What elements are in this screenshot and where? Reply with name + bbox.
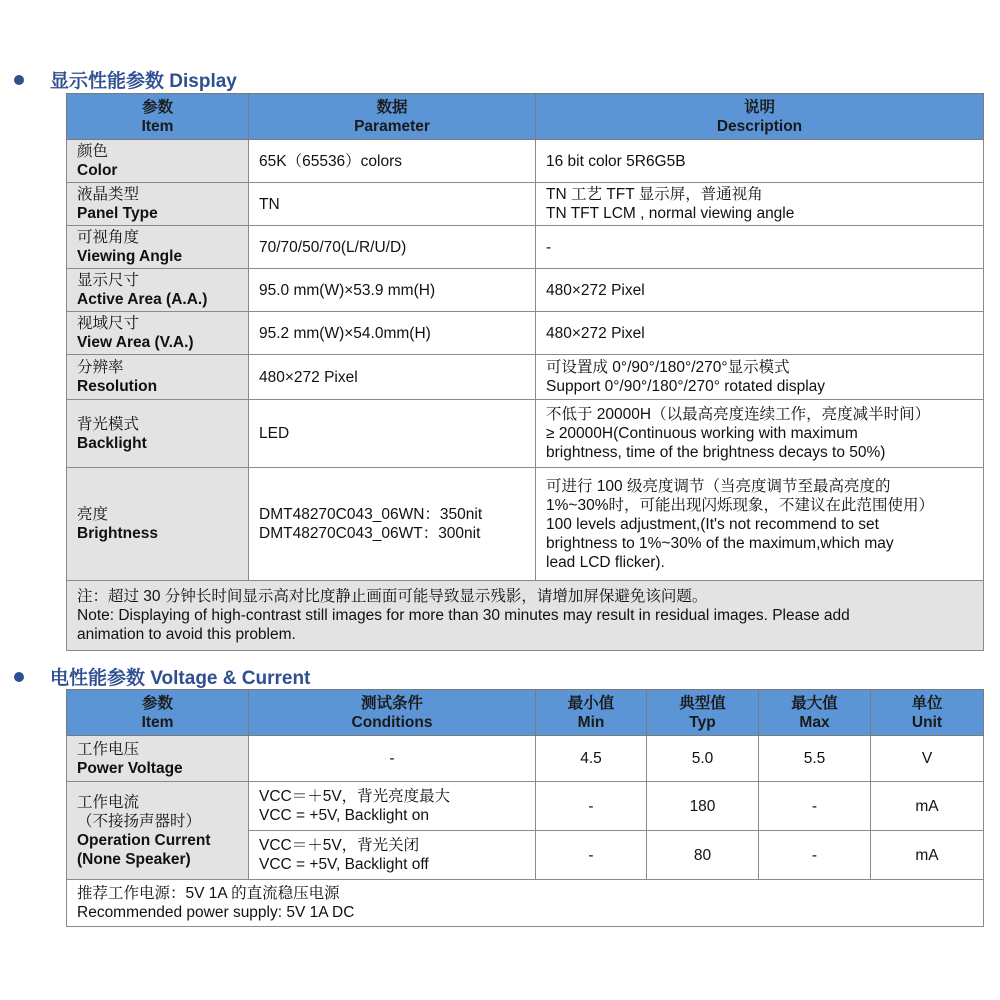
display-title-text: 显示性能参数 Display [50,71,237,92]
desc-backlight: 不低于 20000H（以最高亮度连续工作，亮度减半时间） ≥ 20000H(Continuous working with maximum brightness, time of the brightness decays to 50%) [536,400,984,468]
cond-power-voltage: - [249,736,536,782]
header-unit: 单位 Unit [871,690,984,736]
desc-panel-type: TN 工艺 TFT 显示屏，普通视角 TN TFT LCM , normal viewing angle [536,183,984,226]
row-resolution [67,355,984,400]
desc-resolution: 可设置成 0°/90°/180°/270°显示模式 Support 0°/90°/180°/270° rotated display [536,355,984,400]
desc-view-area: 480×272 Pixel [536,312,984,355]
label-panel-type: 液晶类型 Panel Type [67,183,249,226]
voltage-section-title [14,663,310,690]
row-backlight [67,400,984,468]
desc-brightness: 可进行 100 级亮度调节（当亮度调节至最高亮度的 1%~30%时，可能出现闪烁现象，不建议在此范围使用） 100 levels adjustment,(It's not recommend to set brightness to 1%~30% of the maximum,which may lead LCD flicker). [536,468,984,581]
label-active-area: 显示尺寸 Active Area (A.A.) [67,269,249,312]
cond-backlight-off: VCC＝＋5V，背光关闭 VCC = +5V, Backlight off [249,831,536,880]
min-power-voltage: 4.5 [536,736,647,782]
desc-color: 16 bit color 5R6G5B [536,140,984,183]
row-current-backlight-on [67,782,984,831]
header-conditions: 测试条件 Conditions [249,690,536,736]
bullet-icon [14,672,24,682]
display-note-row [67,581,984,651]
param-panel-type: TN [249,183,536,226]
display-note: 注：超过 30 分钟长时间显示高对比度静止画面可能导致显示残影，请增加屏保避免该问题。 Note: Displaying of high-contrast still images for more than 30 minutes may result in residual images. Please add animation to avoid this problem. [67,581,984,651]
label-view-area: 视域尺寸 View Area (V.A.) [67,312,249,355]
max-backlight-on: - [759,782,871,831]
desc-viewing-angle: - [536,226,984,269]
row-view-area [67,312,984,355]
label-viewing-angle: 可视角度 Viewing Angle [67,226,249,269]
header-max: 最大值 Max [759,690,871,736]
min-backlight-off: - [536,831,647,880]
label-power-voltage: 工作电压 Power Voltage [67,736,249,782]
row-power-voltage [67,736,984,782]
unit-power-voltage: V [871,736,984,782]
param-brightness: DMT48270C043_06WN：350nit DMT48270C043_06WT：300nit [249,468,536,581]
header-typ: 典型值 Typ [647,690,759,736]
param-color: 65K（65536）colors [249,140,536,183]
voltage-note: 推荐工作电源：5V 1A 的直流稳压电源 Recommended power supply: 5V 1A DC [67,880,984,927]
cond-backlight-on: VCC＝＋5V，背光亮度最大 VCC = +5V, Backlight on [249,782,536,831]
display-header-row [67,94,984,140]
display-section-title [14,66,237,93]
unit-backlight-off: mA [871,831,984,880]
max-power-voltage: 5.5 [759,736,871,782]
row-active-area [67,269,984,312]
row-viewing-angle [67,226,984,269]
header-item: 参数 Item [67,94,249,140]
param-backlight: LED [249,400,536,468]
header-description: 说明 Description [536,94,984,140]
label-brightness: 亮度 Brightness [67,468,249,581]
unit-backlight-on: mA [871,782,984,831]
bullet-icon [14,75,24,85]
voltage-note-row [67,880,984,927]
param-resolution: 480×272 Pixel [249,355,536,400]
param-view-area: 95.2 mm(W)×54.0mm(H) [249,312,536,355]
min-backlight-on: - [536,782,647,831]
param-active-area: 95.0 mm(W)×53.9 mm(H) [249,269,536,312]
header-item: 参数 Item [67,690,249,736]
max-backlight-off: - [759,831,871,880]
voltage-table [66,689,984,927]
row-panel-type [67,183,984,226]
typ-backlight-off: 80 [647,831,759,880]
label-operation-current: 工作电流 （不接扬声器时） Operation Current (None Speaker) [67,782,249,880]
typ-backlight-on: 180 [647,782,759,831]
voltage-title-text: 电性能参数 Voltage & Current [50,668,311,689]
typ-power-voltage: 5.0 [647,736,759,782]
label-resolution: 分辨率 Resolution [67,355,249,400]
label-color: 颜色 Color [67,140,249,183]
header-parameter: 数据 Parameter [249,94,536,140]
desc-active-area: 480×272 Pixel [536,269,984,312]
row-color [67,140,984,183]
voltage-header-row [67,690,984,736]
param-viewing-angle: 70/70/50/70(L/R/U/D) [249,226,536,269]
display-table [66,93,984,651]
row-brightness [67,468,984,581]
header-min: 最小值 Min [536,690,647,736]
label-backlight: 背光模式 Backlight [67,400,249,468]
